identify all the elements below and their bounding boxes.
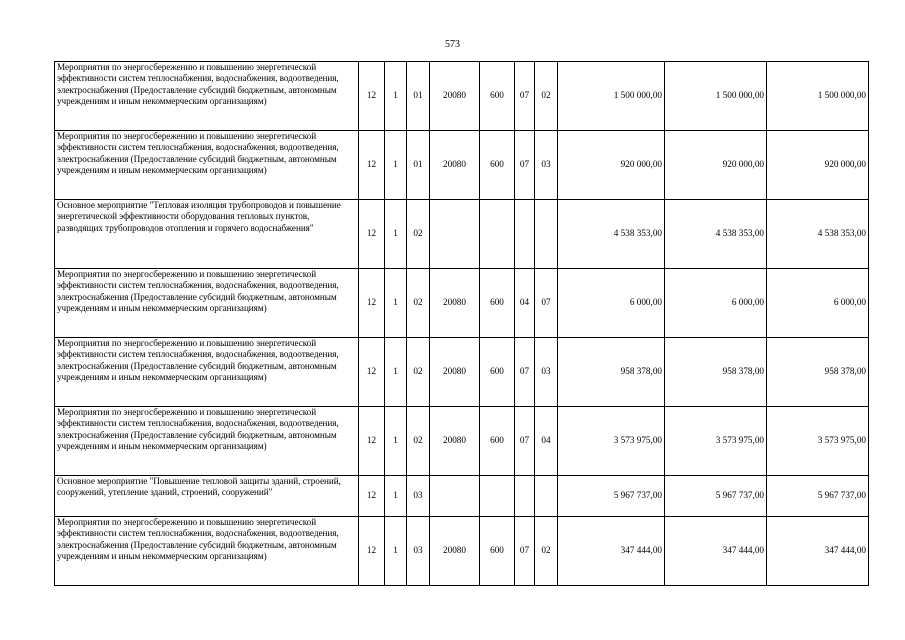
code-cell-7: 02 bbox=[535, 62, 558, 131]
code-cell-2: 1 bbox=[385, 338, 407, 407]
row-description: Мероприятия по энергосбережению и повышению энергетической эффективности систем теплоснабжения, водоснабжения, водоотведения, электроснабжения (Предоставление субсидий бюджетным, автономным учреждениям и иным некоммерческим организациям) bbox=[55, 517, 359, 586]
code-cell-1: 12 bbox=[359, 517, 385, 586]
row-description: Мероприятия по энергосбережению и повышению энергетической эффективности систем теплоснабжения, водоснабжения, водоотведения, электроснабжения (Предоставление субсидий бюджетным, автономным учреждениям и иным некоммерческим организациям) bbox=[55, 269, 359, 338]
code-cell-3: 02 bbox=[407, 407, 430, 476]
amount-cell-3: 920 000,00 bbox=[767, 131, 869, 200]
row-description: Мероприятия по энергосбережению и повышению энергетической эффективности систем теплоснабжения, водоснабжения, водоотведения, электроснабжения (Предоставление субсидий бюджетным, автономным учреждениям и иным некоммерческим организациям) bbox=[55, 131, 359, 200]
code-cell-5: 600 bbox=[480, 62, 515, 131]
table-row bbox=[55, 407, 869, 476]
code-cell-5: 600 bbox=[480, 269, 515, 338]
code-cell-6: 07 bbox=[515, 407, 535, 476]
row-description: Мероприятия по энергосбережению и повышению энергетической эффективности систем теплоснабжения, водоснабжения, водоотведения, электроснабжения (Предоставление субсидий бюджетным, автономным учреждениям и иным некоммерческим организациям) bbox=[55, 407, 359, 476]
amount-cell-2: 958 378,00 bbox=[665, 338, 767, 407]
table-row bbox=[55, 62, 869, 131]
budget-table bbox=[54, 61, 869, 586]
code-cell-2: 1 bbox=[385, 476, 407, 517]
code-cell-4 bbox=[430, 476, 480, 517]
amount-cell-1: 5 967 737,00 bbox=[558, 476, 665, 517]
code-cell-3: 02 bbox=[407, 200, 430, 269]
table-row bbox=[55, 476, 869, 517]
row-description: Мероприятия по энергосбережению и повышению энергетической эффективности систем теплоснабжения, водоснабжения, водоотведения, электроснабжения (Предоставление субсидий бюджетным, автономным учреждениям и иным некоммерческим организациям) bbox=[55, 62, 359, 131]
amount-cell-1: 1 500 000,00 bbox=[558, 62, 665, 131]
code-cell-3: 02 bbox=[407, 269, 430, 338]
amount-cell-2: 5 967 737,00 bbox=[665, 476, 767, 517]
code-cell-5 bbox=[480, 476, 515, 517]
table-row bbox=[55, 338, 869, 407]
table-row bbox=[55, 517, 869, 586]
amount-cell-3: 3 573 975,00 bbox=[767, 407, 869, 476]
code-cell-2: 1 bbox=[385, 269, 407, 338]
amount-cell-2: 3 573 975,00 bbox=[665, 407, 767, 476]
code-cell-4 bbox=[430, 200, 480, 269]
code-cell-3: 02 bbox=[407, 338, 430, 407]
code-cell-5 bbox=[480, 200, 515, 269]
amount-cell-2: 4 538 353,00 bbox=[665, 200, 767, 269]
code-cell-1: 12 bbox=[359, 476, 385, 517]
code-cell-4: 20080 bbox=[430, 338, 480, 407]
amount-cell-3: 4 538 353,00 bbox=[767, 200, 869, 269]
code-cell-1: 12 bbox=[359, 407, 385, 476]
code-cell-6: 04 bbox=[515, 269, 535, 338]
amount-cell-3: 958 378,00 bbox=[767, 338, 869, 407]
code-cell-1: 12 bbox=[359, 131, 385, 200]
amount-cell-3: 6 000,00 bbox=[767, 269, 869, 338]
row-description: Основное мероприятие "Тепловая изоляция трубопроводов и повышение энергетической эффективности оборудования тепловых пунктов, разводящих трубопроводов отопления и горячего водоснабжения" bbox=[55, 200, 359, 269]
amount-cell-2: 920 000,00 bbox=[665, 131, 767, 200]
code-cell-2: 1 bbox=[385, 200, 407, 269]
amount-cell-1: 6 000,00 bbox=[558, 269, 665, 338]
code-cell-6: 07 bbox=[515, 131, 535, 200]
code-cell-1: 12 bbox=[359, 62, 385, 131]
code-cell-6 bbox=[515, 476, 535, 517]
amount-cell-2: 6 000,00 bbox=[665, 269, 767, 338]
code-cell-6 bbox=[515, 200, 535, 269]
code-cell-2: 1 bbox=[385, 131, 407, 200]
code-cell-4: 20080 bbox=[430, 62, 480, 131]
code-cell-7 bbox=[535, 200, 558, 269]
code-cell-5: 600 bbox=[480, 517, 515, 586]
amount-cell-1: 920 000,00 bbox=[558, 131, 665, 200]
code-cell-2: 1 bbox=[385, 407, 407, 476]
amount-cell-3: 347 444,00 bbox=[767, 517, 869, 586]
code-cell-6: 07 bbox=[515, 338, 535, 407]
code-cell-2: 1 bbox=[385, 62, 407, 131]
code-cell-7: 02 bbox=[535, 517, 558, 586]
code-cell-4: 20080 bbox=[430, 407, 480, 476]
page-number: 573 bbox=[445, 39, 460, 50]
code-cell-4: 20080 bbox=[430, 269, 480, 338]
code-cell-4: 20080 bbox=[430, 517, 480, 586]
amount-cell-2: 347 444,00 bbox=[665, 517, 767, 586]
code-cell-7: 04 bbox=[535, 407, 558, 476]
code-cell-2: 1 bbox=[385, 517, 407, 586]
code-cell-4: 20080 bbox=[430, 131, 480, 200]
code-cell-3: 01 bbox=[407, 62, 430, 131]
code-cell-5: 600 bbox=[480, 131, 515, 200]
code-cell-6: 07 bbox=[515, 517, 535, 586]
amount-cell-1: 4 538 353,00 bbox=[558, 200, 665, 269]
code-cell-7: 03 bbox=[535, 338, 558, 407]
code-cell-7: 03 bbox=[535, 131, 558, 200]
amount-cell-3: 5 967 737,00 bbox=[767, 476, 869, 517]
amount-cell-1: 347 444,00 bbox=[558, 517, 665, 586]
code-cell-1: 12 bbox=[359, 200, 385, 269]
table-row bbox=[55, 200, 869, 269]
code-cell-6: 07 bbox=[515, 62, 535, 131]
code-cell-5: 600 bbox=[480, 338, 515, 407]
amount-cell-1: 3 573 975,00 bbox=[558, 407, 665, 476]
amount-cell-2: 1 500 000,00 bbox=[665, 62, 767, 131]
amount-cell-3: 1 500 000,00 bbox=[767, 62, 869, 131]
amount-cell-1: 958 378,00 bbox=[558, 338, 665, 407]
code-cell-7: 07 bbox=[535, 269, 558, 338]
code-cell-5: 600 bbox=[480, 407, 515, 476]
row-description: Мероприятия по энергосбережению и повышению энергетической эффективности систем теплоснабжения, водоснабжения, водоотведения, электроснабжения (Предоставление субсидий бюджетным, автономным учреждениям и иным некоммерческим организациям) bbox=[55, 338, 359, 407]
code-cell-3: 03 bbox=[407, 476, 430, 517]
code-cell-3: 01 bbox=[407, 131, 430, 200]
code-cell-1: 12 bbox=[359, 269, 385, 338]
code-cell-7 bbox=[535, 476, 558, 517]
code-cell-1: 12 bbox=[359, 338, 385, 407]
row-description: Основное мероприятие "Повышение тепловой защиты зданий, строений, сооружений, утепление зданий, строений, сооружений" bbox=[55, 476, 359, 517]
table-row bbox=[55, 131, 869, 200]
table-row bbox=[55, 269, 869, 338]
code-cell-3: 03 bbox=[407, 517, 430, 586]
